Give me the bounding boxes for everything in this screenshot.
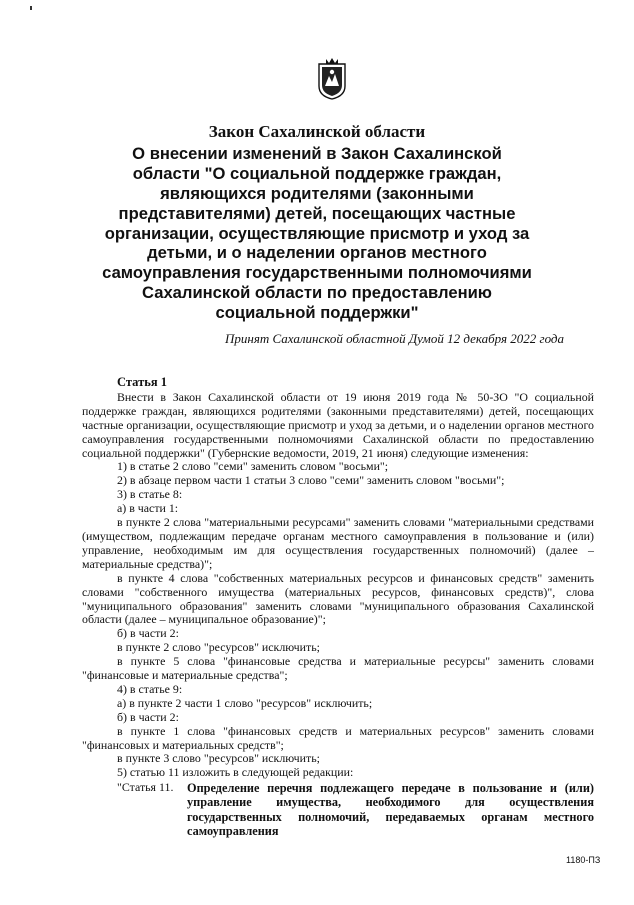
article11-block xyxy=(82,781,594,838)
law-title-line: самоуправления государственными полномочиями xyxy=(102,263,532,283)
document-code: 1180-ПЗ xyxy=(566,855,601,865)
adoption-note: Принят Сахалинской областной Думой 12 декабря 2022 года xyxy=(225,331,564,346)
paragraph: 5) статью 11 изложить в следующей редакции: xyxy=(117,765,354,780)
paragraph: 3) в статье 8: xyxy=(117,487,183,502)
scan-mark xyxy=(30,6,32,10)
coat-of-arms-icon xyxy=(317,58,347,100)
paragraph: б) в части 2: xyxy=(117,626,179,641)
law-title-line: О внесении изменений в Закон Сахалинской xyxy=(132,143,502,163)
paragraph: 2) в абзаце первом части 1 статьи 3 слово "семи" заменить словом "восьми"; xyxy=(117,473,505,488)
law-title-line1: Закон Сахалинской области xyxy=(208,122,426,141)
law-title-line: детьми, и о наделении органов местного xyxy=(147,243,487,263)
law-title-line: являющихся родителями (законными xyxy=(160,183,474,203)
article-heading: Статья 1 xyxy=(117,375,167,389)
paragraph: в пункте 5 слова "финансовые средства и материальные ресурсы" заменить словами "финансовые и материальные средства"; xyxy=(82,654,594,683)
paragraph: 4) в статье 9: xyxy=(117,681,183,696)
paragraph: в пункте 4 слова "собственных материальных ресурсов и финансовых средств" заменить словами "собственного имущества (материальных ресурсов, финансовых средств)", слова "муниципального образования" заменить словами "муниципального образования Сахалинской области (далее – муниципальное образование)"; xyxy=(82,570,594,627)
article11-label: "Статья 11. xyxy=(117,780,174,795)
law-title-line: представителями) детей, посещающих частные xyxy=(118,203,516,223)
paragraph: 1) в статье 2 слово "семи" заменить словом "восьми"; xyxy=(117,459,389,474)
law-title-line: области "О социальной поддержке граждан, xyxy=(132,163,502,183)
paragraph: в пункте 2 слово "ресурсов" исключить; xyxy=(117,640,320,655)
paragraph: Внести в Закон Сахалинской области от 19 июня 2019 года № 50-ЗО "О социальной поддержке граждан, являющихся родителями (законными представителями) детей, посещающих частные организации, осуществляющие присмотр и уход за детьми, и о наделении органов местного самоуправления государственными полномочиями Сахалинской области по предоставлению социальной поддержки" (Губернские ведомости, 2019, 21 июня) следующие изменения: xyxy=(82,389,594,460)
paragraph: а) в пункте 2 части 1 слово "ресурсов" исключить; xyxy=(117,695,373,710)
law-title-line: Сахалинской области по предоставлению xyxy=(142,283,492,303)
paragraph: в пункте 1 слова "финансовых средств и материальных ресурсов" заменить словами "финансовых и материальных средств"; xyxy=(82,723,594,752)
paragraph: в пункте 3 слово "ресурсов" исключить; xyxy=(117,751,320,766)
law-title-line: организации, осуществляющие присмотр и уход за xyxy=(104,223,530,243)
article11-title: Определение перечня подлежащего передаче в пользование и (или) управление имущества, необходимого для осуществления государственных полномочий, передаваемых органам местного самоуправления xyxy=(187,781,594,838)
law-title-line: социальной поддержки" xyxy=(215,303,419,323)
paragraph: а) в части 1: xyxy=(117,501,179,516)
law-title xyxy=(80,122,554,323)
law-body xyxy=(82,376,594,838)
paragraph: б) в части 2: xyxy=(117,709,179,724)
paragraph: в пункте 2 слова "материальными ресурсами" заменить словами "материальными средствами (имуществом, подлежащим передаче органам местного самоуправления в пользование и (или) управление, необходимым им для осуществления государственных полномочий) (далее – материальные средства)"; xyxy=(82,515,594,571)
